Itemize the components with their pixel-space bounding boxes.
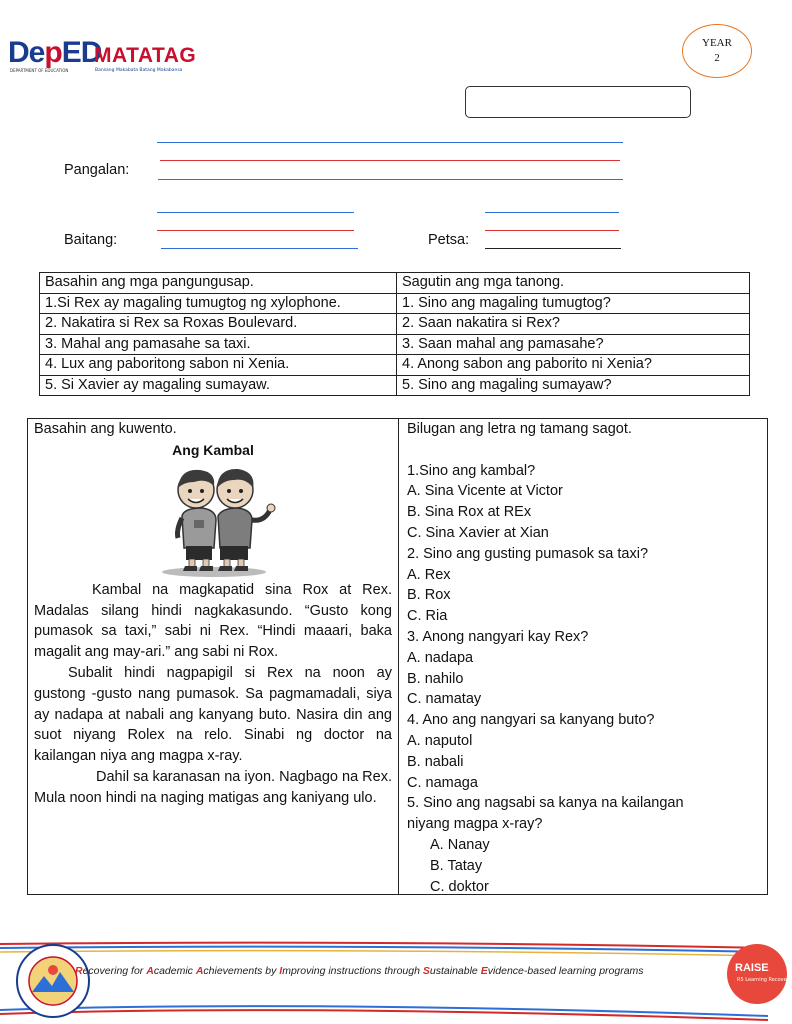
questions-column xyxy=(407,419,762,897)
answer-choice[interactable]: B. Tatay xyxy=(430,857,483,874)
grade-label: Baitang: xyxy=(64,232,118,248)
question-cell: 3. Saan mahal ang pamasahe? xyxy=(397,334,750,355)
story-title: Ang Kambal xyxy=(172,441,254,458)
question-line: 3. Anong nangyari kay Rex? xyxy=(407,628,589,645)
question-line[interactable]: C. namaga xyxy=(407,774,478,791)
deped-logo: DepED xyxy=(8,36,102,69)
score-box[interactable] xyxy=(465,86,691,118)
raise-subtitle: R5 Learning Recovery xyxy=(737,977,792,983)
question-line[interactable]: A. naputol xyxy=(407,732,473,749)
date-line-mid xyxy=(485,230,619,231)
deped-subtitle: DEPARTMENT OF EDUCATION xyxy=(10,68,69,73)
question-line: niyang magpa x-ray? xyxy=(407,816,543,833)
question-line[interactable]: B. nabali xyxy=(407,753,464,770)
matatag-logo: MATATAG xyxy=(94,44,197,67)
question-line[interactable]: A. Rex xyxy=(407,566,451,583)
question-list xyxy=(407,461,762,835)
name-line-top xyxy=(157,142,623,143)
year-value: 2 xyxy=(714,52,720,64)
date-line-top xyxy=(485,212,619,213)
question-line[interactable]: C. Sina Xavier at Xian xyxy=(407,524,549,541)
table-row xyxy=(40,375,750,396)
story-instruction: Basahin ang kuwento. xyxy=(34,421,177,437)
table-row xyxy=(40,314,750,335)
sentence-cell: 2. Nakatira si Rex sa Roxas Boulevard. xyxy=(40,314,397,335)
year-label: YEAR xyxy=(702,37,732,49)
grade-line-mid xyxy=(157,230,354,231)
footer-tagline: Recovering for Academic Achievements by Improving instructions through Sustainable Evidence-based learning programs xyxy=(75,965,644,977)
question-line: 2. Sino ang gusting pumasok sa taxi? xyxy=(407,545,649,562)
question-line: 4. Ano ang nangyari sa kanyang buto? xyxy=(407,712,655,729)
story-paragraph-2: Subalit hindi nagpapigil si Rex na noon ay gustong -gusto nang pumasok. Sa pagmamadali, siya ay nadapa at nabali ang kanyang buto. Nasira din ang suot niyang Rolex na relo. Sinabi ng doctor na kailangan niya ang magpa x-ray. xyxy=(34,664,392,765)
question-line[interactable]: A. nadapa xyxy=(407,649,474,666)
question-line[interactable]: C. namatay xyxy=(407,691,482,708)
question-line[interactable]: B. Sina Rox at REx xyxy=(407,504,532,521)
sentence-cell: 3. Mahal ang pamasahe sa taxi. xyxy=(40,334,397,355)
sentence-cell: 5. Si Xavier ay magaling sumayaw. xyxy=(40,375,397,396)
sentence-cell: 1.Si Rex ay magaling tumugtog ng xylophone. xyxy=(40,293,397,314)
question-line: 5. Sino ang nagsabi sa kanya na kailangan xyxy=(407,795,684,812)
grade-line-bottom[interactable] xyxy=(161,248,358,249)
table-header-row xyxy=(40,273,750,294)
question-line[interactable]: B. Rox xyxy=(407,587,451,604)
story-column xyxy=(34,419,392,809)
grade-line-top xyxy=(157,212,354,213)
name-label: Pangalan: xyxy=(64,162,130,178)
deped-region-seal xyxy=(14,942,92,1020)
table-row xyxy=(40,334,750,355)
column-divider xyxy=(398,418,399,895)
questions-instruction: Bilugan ang letra ng tamang sagot. xyxy=(407,421,632,437)
answer-choice[interactable]: A. Nanay xyxy=(430,836,490,853)
question-indented-choices xyxy=(407,835,762,897)
story-paragraph-3: Dahil sa karanasan na iyon. Nagbago na Rex. Mula noon hindi na naging matigas ang kaniyang ulo. xyxy=(34,768,392,806)
twins-illustration xyxy=(34,460,392,580)
question-line[interactable]: A. Sina Vicente at Victor xyxy=(407,483,563,500)
raise-logo-circle xyxy=(727,944,787,1004)
sentences-table xyxy=(39,272,750,396)
question-line[interactable]: B. nahilo xyxy=(407,670,464,687)
question-line: 1.Sino ang kambal? xyxy=(407,462,536,479)
footer-band xyxy=(0,940,768,1024)
story-paragraph-1: Kambal na magkapatid sina Rox at Rex. Madalas silang hindi nagkakasundo. “Gusto kong pumasok sa taxi,” sabi ni Rex. “Hindi maaari, baka magalit ang may-ari.” ang sabi ni Rox. xyxy=(34,581,392,661)
table-header-cell: Basahin ang mga pangungusap. xyxy=(40,273,397,294)
table-row xyxy=(40,293,750,314)
matatag-subtitle: Bansang Makabata Batang Makabansa xyxy=(95,68,183,73)
sentence-cell: 4. Lux ang paboritong sabon ni Xenia. xyxy=(40,355,397,376)
question-cell: 5. Sino ang magaling sumayaw? xyxy=(397,375,750,396)
answer-choice[interactable]: C. doktor xyxy=(430,878,489,895)
table-header-cell: Sagutin ang mga tanong. xyxy=(397,273,750,294)
date-line-bottom[interactable] xyxy=(485,248,621,249)
question-cell: 4. Anong sabon ang paborito ni Xenia? xyxy=(397,355,750,376)
question-cell: 2. Saan nakatira si Rex? xyxy=(397,314,750,335)
raise-logo: RAISE xyxy=(735,962,769,974)
year-badge xyxy=(682,24,752,78)
name-line-bottom[interactable] xyxy=(158,179,623,180)
date-label: Petsa: xyxy=(428,232,470,248)
question-cell: 1. Sino ang magaling tumugtog? xyxy=(397,293,750,314)
name-line-mid xyxy=(160,160,620,161)
question-line[interactable]: C. Ria xyxy=(407,608,448,625)
table-row xyxy=(40,355,750,376)
